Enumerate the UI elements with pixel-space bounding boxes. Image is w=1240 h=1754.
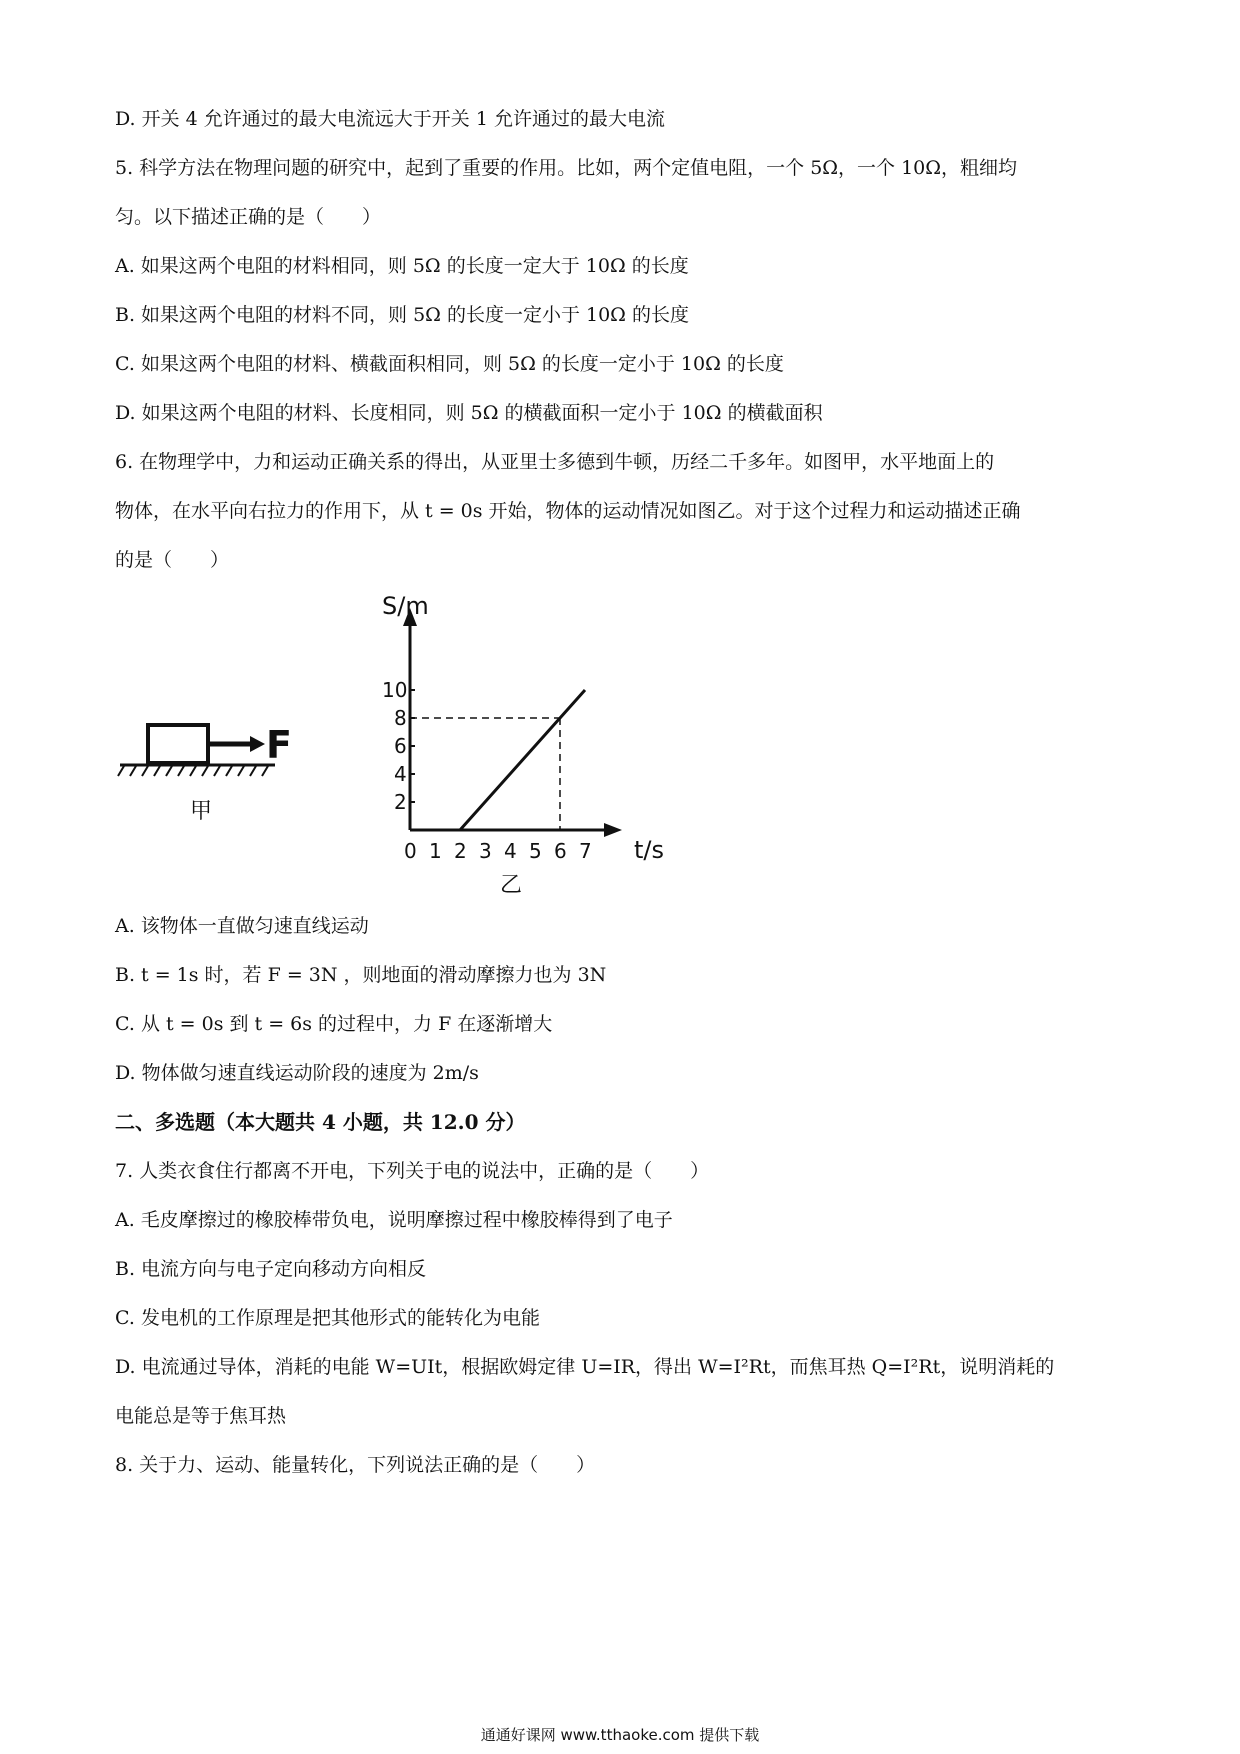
x-tick-label: 2 [454,839,467,863]
q6-stem-line1: 6. 在物理学中，力和运动正确关系的得出，从亚里士多德到牛顿，历经二千多年。如图甲，水平地面上的 [115,451,995,473]
q6-option-d: D. 物体做匀速直线运动阶段的速度为 2m/s [115,1062,479,1084]
force-arrow-head [250,736,265,752]
section-heading: 二、多选题（本大题共 4 小题，共 12.0 分） [115,1110,526,1134]
series-line [410,690,585,830]
x-axis-arrow [604,823,622,837]
y-tick-label: 8 [394,706,407,730]
y-tick-label: 10 [382,678,408,702]
q8-stem: 8. 关于力、运动、能量转化，下列说法正确的是（ ） [115,1454,596,1476]
q7-option-a: A. 毛皮摩擦过的橡胶棒带负电，说明摩擦过程中橡胶棒得到了电子 [115,1209,673,1231]
q5-option-b: B. 如果这两个电阻的材料不同，则 5Ω 的长度一定小于 10Ω 的长度 [115,304,689,326]
figure-yi-chart [360,590,690,900]
x-tick-label: 4 [504,839,517,863]
q6-option-b: B. t = 1s 时，若 F = 3N ，则地面的滑动摩擦力也为 3N [115,964,607,986]
x-tick-label: 0 [404,839,417,863]
x-tick-label: 3 [479,839,492,863]
x-tick-label: 6 [554,839,567,863]
q5-option-d: D. 如果这两个电阻的材料、长度相同，则 5Ω 的横截面积一定小于 10Ω 的横截面积 [115,402,823,424]
x-tick-label: 5 [529,839,542,863]
q5-option-a: A. 如果这两个电阻的材料相同，则 5Ω 的长度一定大于 10Ω 的长度 [115,255,689,277]
q7-option-c: C. 发电机的工作原理是把其他形式的能转化为电能 [115,1307,540,1329]
footer-credit: 通通好课网 www.tthaoke.com 提供下载 [480,1726,760,1744]
y-tick-label: 4 [394,762,407,786]
q5-option-c: C. 如果这两个电阻的材料、横截面积相同，则 5Ω 的长度一定小于 10Ω 的长度 [115,353,784,375]
q5-stem-line1: 5. 科学方法在物理问题的研究中，起到了重要的作用。比如，两个定值电阻，一个 5Ω，一个 10Ω，粗细均 [115,157,1018,179]
q4-option-d: D. 开关 4 允许通过的最大电流远大于开关 1 允许通过的最大电流 [115,108,665,130]
y-tick-label: 2 [394,790,407,814]
x-tick-label: 7 [579,839,592,863]
x-axis-label: t/s [634,836,664,864]
q6-option-a: A. 该物体一直做匀速直线运动 [115,915,369,937]
q7-stem: 7. 人类衣食住行都离不开电，下列关于电的说法中，正确的是（ ） [115,1160,710,1182]
figure-jia [110,700,300,830]
q6-stem-line2: 物体，在水平向右拉力的作用下，从 t = 0s 开始，物体的运动情况如图乙。对于这个过程力和运动描述正确 [115,500,1021,522]
q7-option-d-line2: 电能总是等于焦耳热 [115,1405,287,1427]
q7-option-d-line1: D. 电流通过导体，消耗的电能 W=UIt，根据欧姆定律 U=IR，得出 W=I²Rt，而焦耳热 Q=I²Rt，说明消耗的 [115,1356,1055,1378]
q6-option-c: C. 从 t = 0s 到 t = 6s 的过程中，力 F 在逐渐增大 [115,1013,553,1035]
figure-jia-caption: 甲 [190,799,213,824]
force-label: F [266,723,292,767]
q5-stem-line2: 匀。以下描述正确的是（ ） [115,206,382,228]
ground-hatching [118,766,268,776]
x-tick-label: 1 [429,839,442,863]
q7-option-b: B. 电流方向与电子定向移动方向相反 [115,1258,427,1280]
y-tick-label: 6 [394,734,407,758]
q6-stem-line3: 的是（ ） [115,549,230,571]
figure-yi-caption: 乙 [500,873,523,898]
block [148,725,208,763]
y-axis-label: S/m [382,592,429,620]
